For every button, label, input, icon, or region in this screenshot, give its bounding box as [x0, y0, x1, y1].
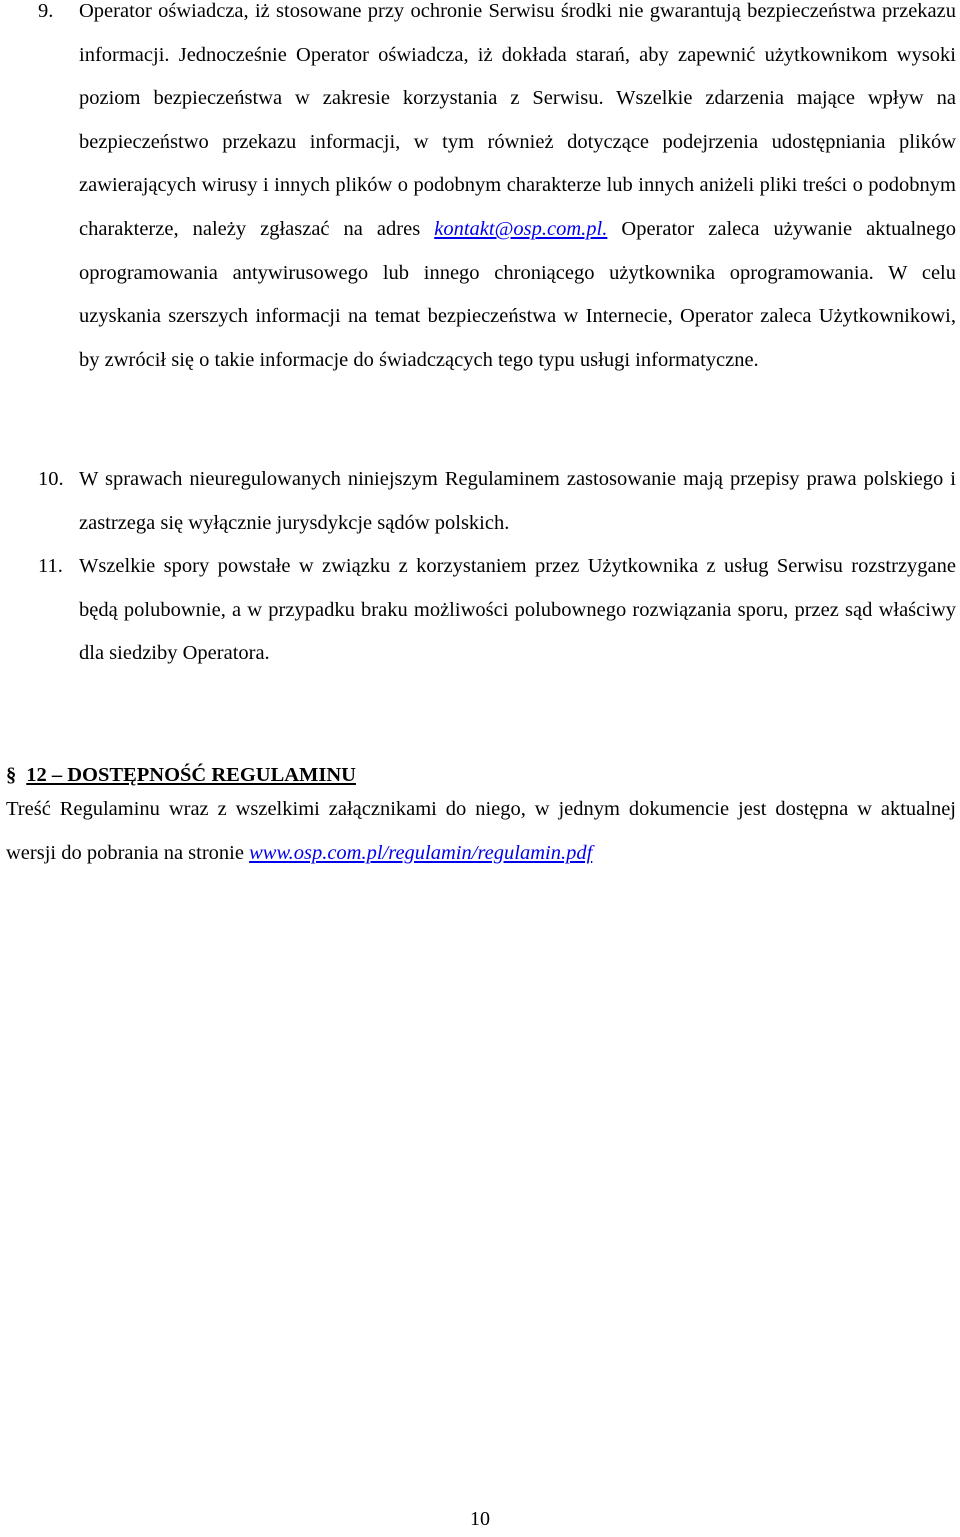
regulamin-pdf-link[interactable]: www.osp.com.pl/regulamin/regulamin.pdf — [249, 841, 593, 864]
email-link[interactable]: kontakt@osp.com.pl. — [434, 217, 608, 240]
list-item-text: Wszelkie spory powstałe w związku z korzystaniem przez Użytkownika z usług Serwisu rozstrzygane będą polubownie, a w przypadku braku możliwości polubownego rozwiązania sporu, przez sąd właściwy dla siedziby Operatora. — [79, 555, 956, 665]
paragraph-text: Treść Regulaminu wraz z wszelkimi załącznikami do niego, w jednym dokumencie jest dostępna w aktualnej wersji do pobrania na stronie — [6, 798, 956, 864]
paragraph-text: Operator zaleca używanie aktualnego oprogramowania antywirusowego lub innego chroniącego użytkownika oprogramowania. W celu uzyskania szerszych informacji na temat bezpieczeństwa w Internecie, Operator zaleca Użytkownikowi, by zwrócił się o takie informacje do świadczących tego typu usługi informatyczne. — [79, 217, 957, 371]
list-number: 10. — [38, 468, 64, 490]
section-marker: § — [6, 764, 17, 786]
list-number: 11. — [38, 555, 63, 577]
paragraph-text: Operator oświadcza, iż stosowane przy ochronie Serwisu środki nie gwarantują bezpieczeństwa przekazu informacji. Jednocześnie Operator oświadcza, iż dokłada starań, aby zapewnić użytkownikom wysoki poziom bezpieczeństwa w zakresie korzystania z Serwisu. Wszelkie zdarzenia mające wpływ na bezpieczeństwo przekazu informacji, w tym również dotyczące podejrzenia udostępniania plików zawierających wirusy i innych plików o podobnym charakterze lub innych aniżeli pliki treści o podobnym charakterze, należy zgłaszać na adres — [79, 0, 956, 240]
list-item-text: W sprawach nieuregulowanych niniejszym Regulaminem zastosowanie mają przepisy prawa polskiego i zastrzega się wyłącznie jurysdykcje sądów polskich. — [79, 468, 956, 534]
section-title: 12 – DOSTĘPNOŚĆ REGULAMINU — [26, 764, 356, 786]
section-paragraph — [6, 788, 956, 875]
list-item-text — [79, 0, 956, 382]
list-number: 9. — [38, 0, 54, 22]
page-number: 10 — [470, 1508, 490, 1530]
